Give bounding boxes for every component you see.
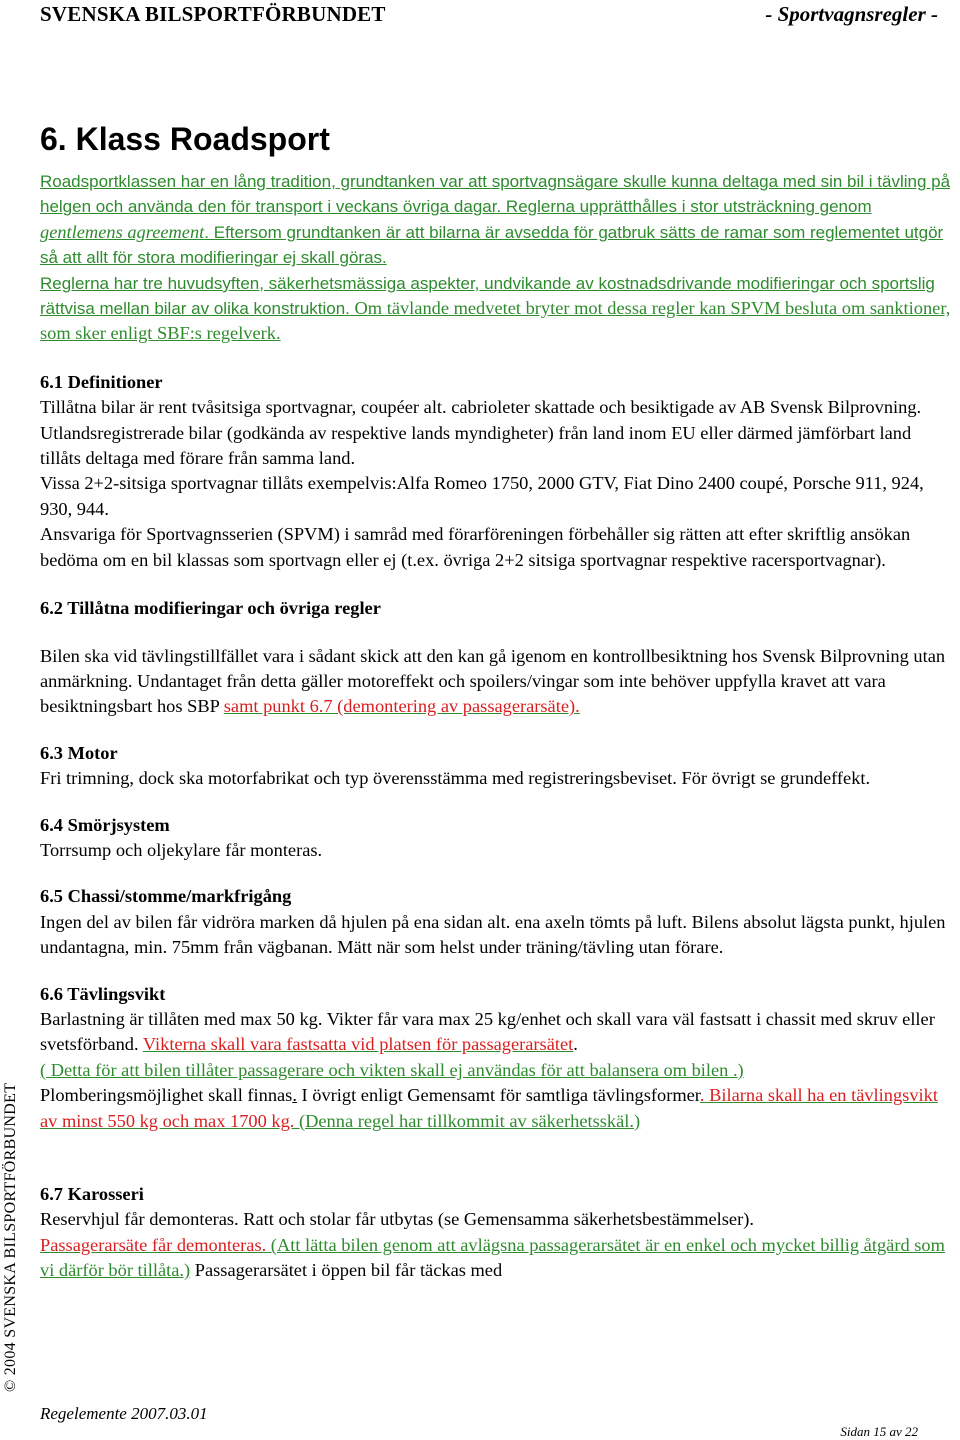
section-6-6-end: . bbox=[573, 1034, 578, 1055]
section-6-6-weight-red: . Bilarna skall ha en tävlingsvikt av minst 550 kg och max 1700 kg. bbox=[40, 1085, 938, 1131]
section-6-3-p1: Fri trimning, dock ska motorfabrikat och typ överensstämma med registreringsbeviset. För övrigt se grundeffekt. bbox=[40, 768, 871, 789]
intro-paragraph bbox=[40, 169, 952, 347]
section-6-7-red: Passagerarsäte får demonteras. bbox=[40, 1234, 267, 1255]
chapter-title: 6. Klass Roadsport bbox=[40, 121, 330, 157]
section-6-4 bbox=[40, 813, 952, 864]
section-6-6-green-note: ( Detta för att bilen tillåter passagerare och vikten skall ej användas för att balansera om bilen .) bbox=[40, 1059, 744, 1080]
intro-italic: gentlemens agreement bbox=[40, 221, 205, 242]
content bbox=[40, 169, 952, 1284]
section-6-2-p1 bbox=[40, 644, 952, 720]
section-6-6-p3 bbox=[40, 1083, 952, 1134]
section-6-2-red: samt punkt 6.7 (demontering av passagerarsäte). bbox=[223, 696, 580, 717]
section-6-2 bbox=[40, 596, 952, 720]
section-6-7-end: Passagerarsätet i öppen bil får täckas med bbox=[190, 1260, 503, 1281]
section-6-6-seal: Plomberingsmöjlighet skall finnas bbox=[40, 1085, 293, 1106]
section-6-6-p1 bbox=[40, 1007, 952, 1058]
section-6-7-p2 bbox=[40, 1233, 952, 1284]
section-6-4-title: 6.4 Smörjsystem bbox=[40, 814, 170, 835]
section-6-1 bbox=[40, 370, 952, 573]
section-6-6-text: Barlastning är tillåten med max 50 kg. Vikter får vara max 25 kg/enhet och skall vara väl fastsatt i chassit med skruv eller svetsförband. bbox=[40, 1008, 935, 1055]
section-6-3-title: 6.3 Motor bbox=[40, 742, 118, 763]
intro-text-a: Roadsportklassen har en lång tradition, grundtanken var att sportvagnsägare skulle kunna deltaga med sin bil i tävling på helgen och använda den för transport i veckans övriga dagar. Reglerna upprätthålles i stor utsträckning genom bbox=[40, 172, 951, 217]
section-6-2-title: 6.2 Tillåtna modifieringar och övriga regler bbox=[40, 598, 381, 619]
section-6-1-p2: Vissa 2+2-sitsiga sportvagnar tillåts exempelvis:Alfa Romeo 1750, 2000 GTV, Fiat Dino 2400 coupé, Porsche 911, 924, 930, 944. bbox=[40, 473, 924, 519]
intro-text-c: Reglerna har tre huvudsyften, säkerhetsmässiga aspekter, undvikande av kostnadsdrivande modifieringar och sportslig rättvisa mellan bilar av olika konstruktion. bbox=[40, 273, 935, 319]
section-6-6-title: 6.6 Tävlingsvikt bbox=[40, 983, 166, 1004]
section-6-6-weight-green: (Denna regel har tillkommit av säkerhetsskäl.) bbox=[294, 1110, 641, 1131]
section-6-5 bbox=[40, 884, 952, 960]
section-6-1-title: 6.1 Definitioner bbox=[40, 371, 163, 392]
footer-page-number: Sidan 15 av 22 bbox=[840, 1424, 918, 1439]
copyright-sidebar: © 2004 SVENSKA BILSPORTFÖRBUNDET bbox=[2, 1082, 19, 1392]
section-6-6-red: Vikterna skall vara fastsatta vid platsen för passagerarsätet bbox=[142, 1034, 574, 1055]
footer-date: Regelemente 2007.03.01 bbox=[40, 1404, 208, 1423]
section-6-6 bbox=[40, 982, 952, 1134]
section-6-7-title: 6.7 Karosseri bbox=[40, 1184, 144, 1204]
section-6-6-p2 bbox=[40, 1058, 952, 1083]
section-6-5-p1: Ingen del av bilen får vidröra marken då hjulen på ena sidan alt. ena axeln tömts på luft. Bilens absolut lägsta punkt, hjulen undantagna, min. 75mm från vägbanan. Mätt när som helst under träning/tävling utan förare. bbox=[40, 911, 946, 958]
section-6-3 bbox=[40, 741, 952, 792]
section-6-7-p1: Reservhjul får demonteras. Ratt och stolar får utbytas (se Gemensamma säkerhetsbestämmelser). bbox=[40, 1209, 754, 1230]
section-6-7-green: (Att lätta bilen genom att avlägsna passagerarsätet är en enkel och mycket billig åtgärd som vi därför bör tillåta.) bbox=[40, 1234, 945, 1281]
header-org: SVENSKA BILSPORTFÖRBUNDET bbox=[40, 2, 386, 26]
section-6-6-dot: . bbox=[292, 1085, 297, 1106]
section-6-4-p1: Torrsump och oljekylare får monteras. bbox=[40, 839, 323, 860]
intro-text-b: . Eftersom grundtanken är att bilarna är avsedda för gatbruk sätts de ramar som reglementet utgör så att allt för stora modifieringar ej skall göras. bbox=[40, 222, 944, 268]
header-doc-title: - Sportvagnsregler - bbox=[765, 2, 938, 26]
section-6-1-p1: Tillåtna bilar är rent tvåsitsiga sportvagnar, coupéer alt. cabrioleter skattade och besiktigade av AB Svensk Bilprovning. Utlandsregistrerade bilar (godkända av respektive lands myndigheter) från land inom EU eller därmed jämförbart land tillåts deltaga med förare från samma land. bbox=[40, 397, 922, 469]
intro-text-d: Om tävlande medvetet bryter mot dessa regler kan SPVM besluta om sanktioner, som sker enligt SBF:s regelverk. bbox=[40, 298, 951, 344]
section-6-7 bbox=[40, 1182, 952, 1284]
section-6-5-title: 6.5 Chassi/stomme/markfrigång bbox=[40, 886, 292, 907]
section-6-6-mid: I övrigt enligt Gemensamt för samtliga tävlingsformer bbox=[296, 1085, 700, 1106]
section-6-1-p3: Ansvariga för Sportvagnsserien (SPVM) i samråd med förarföreningen förbehåller sig rätten att efter skriftlig ansökan bedöma om en bil klassas som sportvagn eller ej (t.ex. övriga 2+2 sitsiga sportvagnar respektive racersportvagnar). bbox=[40, 524, 911, 570]
section-6-2-text: Bilen ska vid tävlingstillfället vara i sådant skick att den kan gå igenom en kontrollbesiktning hos Svensk Bilprovning utan anmärkning. Undantaget från detta gäller motoreffekt och spoilers/vingar som inte behöver uppfylla kravet att vara besiktningsbart hos SBP bbox=[40, 645, 946, 717]
